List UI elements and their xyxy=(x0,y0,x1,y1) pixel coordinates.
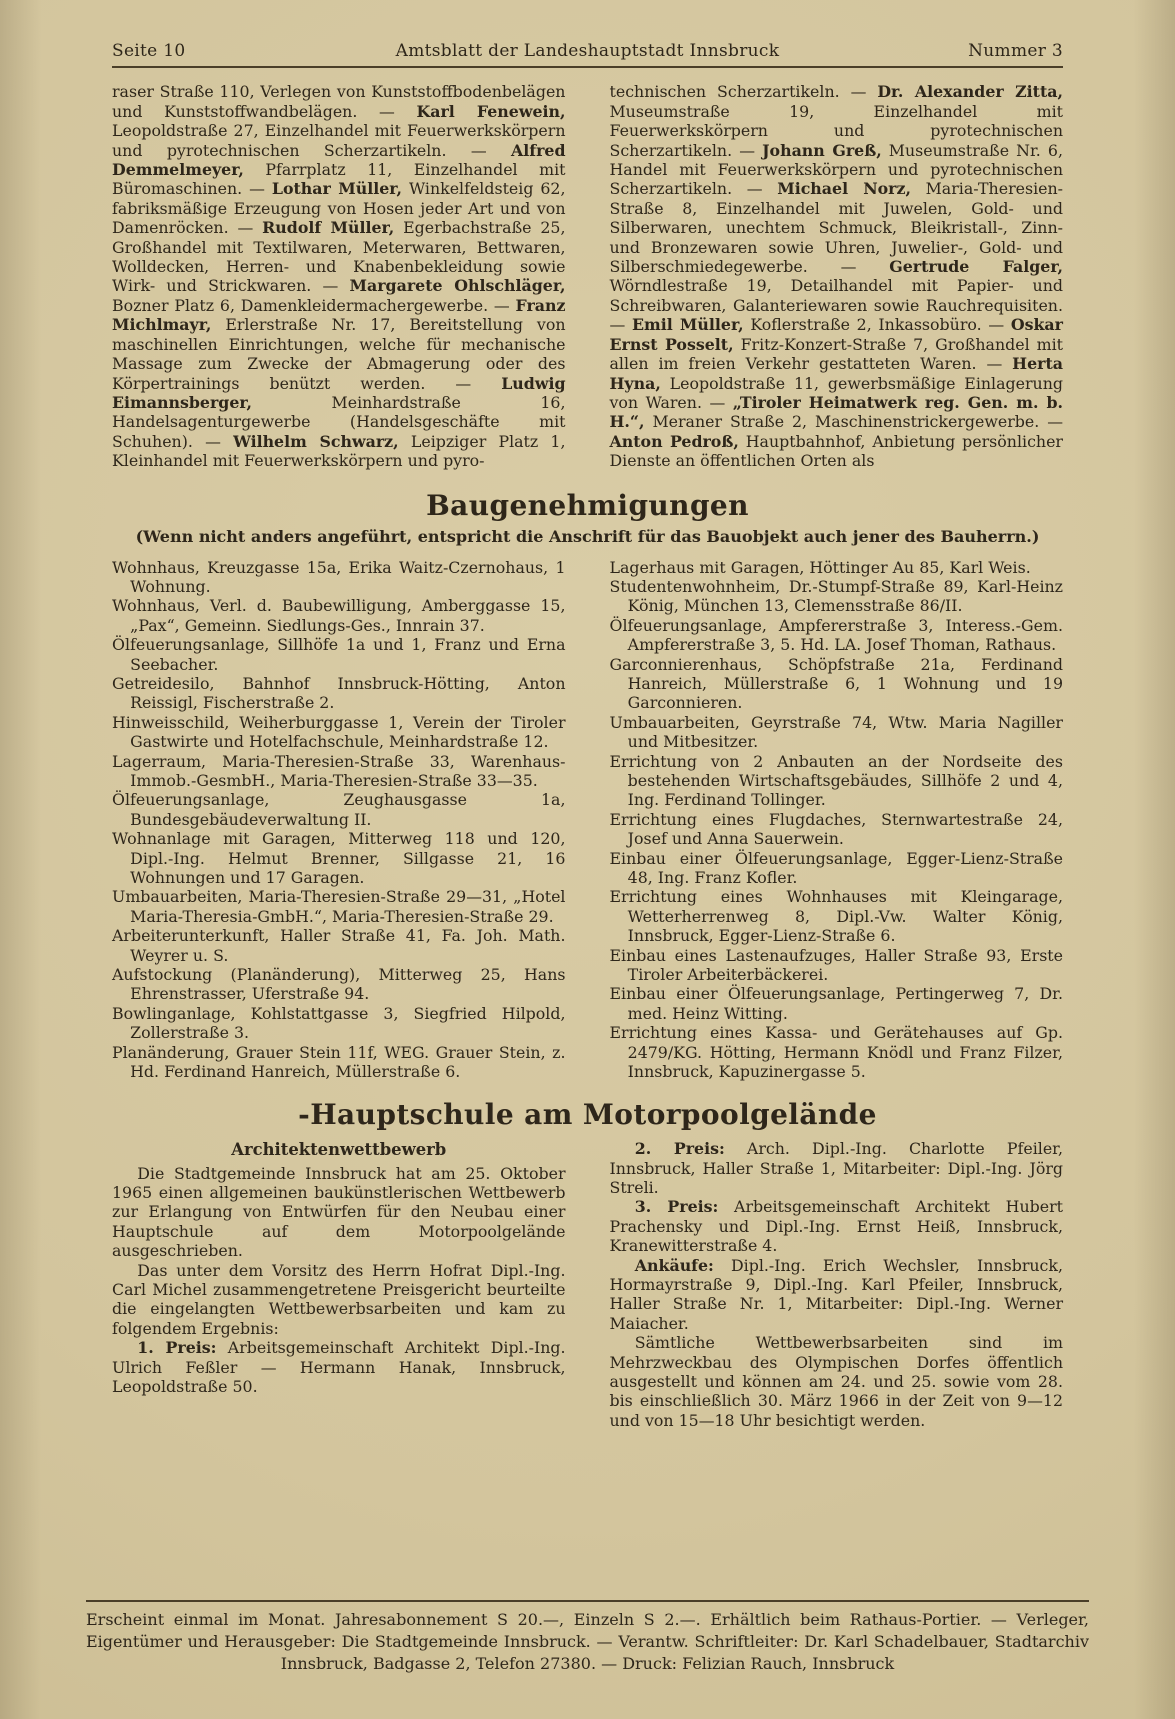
bau-entry: Wohnhaus, Verl. d. Baubewilligung, Amberggasse 15, „Pax“, Gemeinn. Siedlungs-Ges., Innrain 37. xyxy=(112,596,566,635)
baugenehmigungen-subtitle: (Wenn nicht anders angeführt, entspricht die Anschrift für das Bauobjekt auch jener des Bauherrn.) xyxy=(135,527,1040,547)
hauptschule-right-column xyxy=(610,1139,1064,1430)
bau-entry: Einbau einer Ölfeuerungsanlage, Egger-Lienz-Straße 48, Ing. Franz Kofler. xyxy=(609,848,1063,888)
gewerbe-right-column xyxy=(610,82,1064,470)
gewerbe-left-column xyxy=(112,82,566,470)
bau-entry: Studentenwohnheim, Dr.-Stumpf-Straße 89, Karl-Heinz König, München 13, Clemensstraße 86/II. xyxy=(609,576,1063,616)
hauptschule-paragraph: Die Stadtgemeinde Innsbruck hat am 25. Oktober 1965 einen allgemeinen baukünstlerischen Wettbewerb zur Erlangung von Entwürfen für den Neubau einer Hauptschule auf dem Motorpoolgelände ausgeschrieben. xyxy=(112,1163,566,1261)
bau-entry: Ölfeuerungsanlage, Ampfererstraße 3, Interess.-Gem. Ampfererstraße 3, 5. Hd. LA. Josef Thoman, Rathaus. xyxy=(609,615,1063,655)
masthead-title: Amtsblatt der Landeshauptstadt Innsbruck xyxy=(395,41,780,61)
gewerbe-left-text: raser Straße 110, Verlegen von Kunststoffbodenbelägen und Kunststoffwandbelägen. — Karl Fenewein, Leopoldstraße 27, Einzelhandel mit Feuerwerkskörpern und pyrotechnischen Scherzartikeln. — Alfred Demmelmeyer, Pfarrplatz 11, Einzelhandel mit Büromaschinen. — Lothar Müller, Winkelfeldsteig 62, fabriksmäßige Erzeugung von Hosen jeder Art und von Damenröcken. — Rudolf Müller, Egerbachstraße 25, Großhandel mit Textilwaren, Meterwaren, Bettwaren, Wolldecken, Herren- und Knabenbekleidung sowie Wirk- und Strickwaren. — Margarete Ohlschläger, Bozner Platz 6, Damenkleidermachergewerbe. — Franz Michlmayr, Erlerstraße Nr. 17, Bereitstellung von maschinellen Einrichtungen, welche für mechanische Massage zum Zwecke der Abmagerung oder des Körpertrainings benützt werden. — Ludwig Eimannsberger, Meinhardstraße 16, Handelsagenturgewerbe (Handelsgeschäfte mit Schuhen). — Wilhelm Schwarz, Leipziger Platz 1, Kleinhandel mit Feuerwerkskörpern und pyro- xyxy=(112,82,566,471)
bau-entry: Errichtung von 2 Anbauten an der Nordseite des bestehenden Wirtschaftsgebäudes, Sillhöfe 2 und 4, Ing. Ferdinand Tollinger. xyxy=(609,751,1063,810)
bau-entry: Wohnhaus, Kreuzgasse 15a, Erika Waitz-Czernohaus, 1 Wohnung. xyxy=(112,557,566,596)
hauptschule-left-paragraphs xyxy=(112,1164,566,1397)
imprint-footer xyxy=(86,1595,1089,1675)
bau-entry: Umbauarbeiten, Geyrstraße 74, Wtw. Maria Nagiller und Mitbesitzer. xyxy=(609,712,1063,752)
page-number: Seite 10 xyxy=(112,41,186,61)
header-rule xyxy=(112,66,1063,68)
hauptschule-paragraph: Sämtliche Wettbewerbsarbeiten sind im Mehrzweckbau des Olympischen Dorfes öffentlich ausgestellt und können am 24. und 25. sowie vom 28. bis einschließlich 30. März 1966 in der Zeit von 9—12 und von 15—18 Uhr besichtigt werden. xyxy=(609,1333,1063,1430)
masthead xyxy=(112,42,1063,61)
hauptschule-section xyxy=(112,1098,1063,1431)
hauptschule-paragraph: 1. Preis: Arbeitsgemeinschaft Architekt Dipl.-Ing. Ulrich Feßler — Hermann Hanak, Innsbruck, Leopoldstraße 50. xyxy=(112,1338,566,1396)
bau-entry: Lagerraum, Maria-Theresien-Straße 33, Warenhaus-Immob.-GesmbH., Maria-Theresien-Straße 33—35. xyxy=(112,751,566,790)
bau-entry: Umbauarbeiten, Maria-Theresien-Straße 29—31, „Hotel Maria-Theresia-GmbH.“, Maria-Theresien-Straße 29. xyxy=(112,887,566,926)
hauptschule-paragraph: Das unter dem Vorsitz des Herrn Hofrat Dipl.-Ing. Carl Michel zusammengetretene Preisgericht beurteilte die eingelangten Wettbewerbsarbeiten und kam zu folgendem Ergebnis: xyxy=(112,1260,566,1338)
hauptschule-left-column xyxy=(112,1139,566,1430)
bau-entry: Ölfeuerungsanlage, Sillhöfe 1a und 1, Franz und Erna Seebacher. xyxy=(112,635,566,674)
bau-entry: Lagerhaus mit Garagen, Höttinger Au 85, Karl Weis. xyxy=(609,557,1031,577)
baugenehmigungen-section xyxy=(112,489,1063,1082)
bau-left-column xyxy=(112,558,566,1082)
footer-rule xyxy=(86,1600,1089,1602)
bau-entry: Aufstockung (Planänderung), Mitterweg 25, Hans Ehrenstrasser, Uferstraße 94. xyxy=(112,965,566,1004)
bau-entry: Errichtung eines Kassa- und Gerätehauses auf Gp. 2479/KG. Hötting, Hermann Knödl und Franz Filzer, Innsbruck, Kapuzinergasse 5. xyxy=(609,1023,1063,1082)
hauptschule-paragraph: 3. Preis: Arbeitsgemeinschaft Architekt Hubert Prachensky und Dipl.-Ing. Ernst Heiß, Innsbruck, Kranewitterstraße 4. xyxy=(609,1197,1063,1256)
bau-entry: Einbau einer Ölfeuerungsanlage, Pertingerweg 7, Dr. med. Heinz Witting. xyxy=(609,984,1063,1023)
imprint-text: Erscheint einmal im Monat. Jahresabonnement S 20.—, Einzeln S 2.—. Erhältlich beim Rathaus-Portier. — Verleger, Eigentümer und Herausgeber: Die Stadtgemeinde Innsbruck. — Verantw. Schriftleiter: Dr. Karl Schadelbauer, Stadtarchiv Innsbruck, Badgasse 2, Telefon 27380. — Druck: Felizian Rauch, Innsbruck xyxy=(86,1610,1089,1673)
bau-entry: Ölfeuerungsanlage, Zeughausgasse 1a, Bundesgebäudeverwaltung II. xyxy=(112,790,566,829)
architektenwettbewerb-subheading: Architektenwettbewerb xyxy=(231,1140,447,1160)
bau-right-column xyxy=(610,558,1064,1082)
bau-entry: Bowlinganlage, Kohlstattgasse 3, Siegfried Hilpold, Zollerstraße 3. xyxy=(112,1003,566,1043)
bau-entry: Einbau eines Lastenaufzuges, Haller Straße 93, Erste Tiroler Arbeiterbäckerei. xyxy=(609,945,1063,985)
gewerbe-section xyxy=(112,82,1063,470)
hauptschule-title: -Hauptschule am Motorpoolgelände xyxy=(298,1097,877,1131)
issue-number: Nummer 3 xyxy=(968,41,1063,61)
baugenehmigungen-title: Baugenehmigungen xyxy=(426,488,749,522)
bau-entry: Wohnanlage mit Garagen, Mitterweg 118 und 120, Dipl.-Ing. Helmut Brenner, Sillgasse 21, 16 Wohnungen und 17 Garagen. xyxy=(112,829,566,888)
bau-entry: Errichtung eines Wohnhauses mit Kleingarage, Wetterherrenweg 8, Dipl.-Vw. Walter König, Innsbruck, Egger-Lienz-Straße 6. xyxy=(609,887,1063,946)
hauptschule-paragraph: 2. Preis: Arch. Dipl.-Ing. Charlotte Pfeiler, Innsbruck, Haller Straße 1, Mitarbeiter: Dipl.-Ing. Jörg Streli. xyxy=(609,1139,1064,1197)
bau-entry: Getreidesilo, Bahnhof Innsbruck-Hötting, Anton Reissigl, Fischerstraße 2. xyxy=(112,673,566,713)
gewerbe-right-text: technischen Scherzartikeln. — Dr. Alexander Zitta, Museumstraße 19, Einzelhandel mit Feuerwerkskörpern und pyrotechnischen Scherzartikeln. — Johann Greß, Museumstraße Nr. 6, Handel mit Feuerwerkskörpern und pyrotechnischen Scherzartikeln. — Michael Norz, Maria-Theresien-Straße 8, Einzelhandel mit Juwelen, Gold- und Silberwaren, unechtem Schmuck, Bleikristall-, Zinn- und Bronzewaren sowie Uhren, Juwelier-, Gold- und Silberschmiedegewerbe. — Gertrude Falger, Wörndlestraße 19, Detailhandel mit Papier- und Schreibwaren, Galanteriewaren sowie Rauchrequisiten. — Emil Müller, Koflerstraße 2, Inkassobüro. — Oskar Ernst Posselt, Fritz-Konzert-Straße 7, Großhandel mit allen im freien Verkehr gestatteten Waren. — Herta Hyna, Leopoldstraße 11, gewerbsmäßige Einlagerung von Waren. — „Tiroler Heimatwerk reg. Gen. m. b. H.“, Meraner Straße 2, Maschinenstrickergewerbe. — Anton Pedroß, Hauptbahnhof, Anbietung persönlicher Dienste an öffentlichen Orten als xyxy=(609,82,1063,471)
bau-entry: Hinweisschild, Weiherburggasse 1, Verein der Tiroler Gastwirte und Hotelfachschule, Meinhardstraße 12. xyxy=(112,712,566,752)
hauptschule-paragraph: Ankäufe: Dipl.-Ing. Erich Wechsler, Innsbruck, Hormayrstraße 9, Dipl.-Ing. Karl Pfeiler, Innsbruck, Haller Straße Nr. 1, Mitarbeiter: Dipl.-Ing. Werner Maiacher. xyxy=(609,1255,1063,1333)
bau-entry: Garconnierenhaus, Schöpfstraße 21a, Ferdinand Hanreich, Müllerstraße 6, 1 Wohnung und 19 Garconnieren. xyxy=(609,654,1063,713)
bau-entry: Arbeiterunterkunft, Haller Straße 41, Fa. Joh. Math. Weyrer u. S. xyxy=(112,926,566,965)
bau-entry: Planänderung, Grauer Stein 11f, WEG. Grauer Stein, z. Hd. Ferdinand Hanreich, Müllerstraße 6. xyxy=(112,1042,566,1082)
bau-entry: Errichtung eines Flugdaches, Sternwartestraße 24, Josef und Anna Sauerwein. xyxy=(609,809,1063,849)
